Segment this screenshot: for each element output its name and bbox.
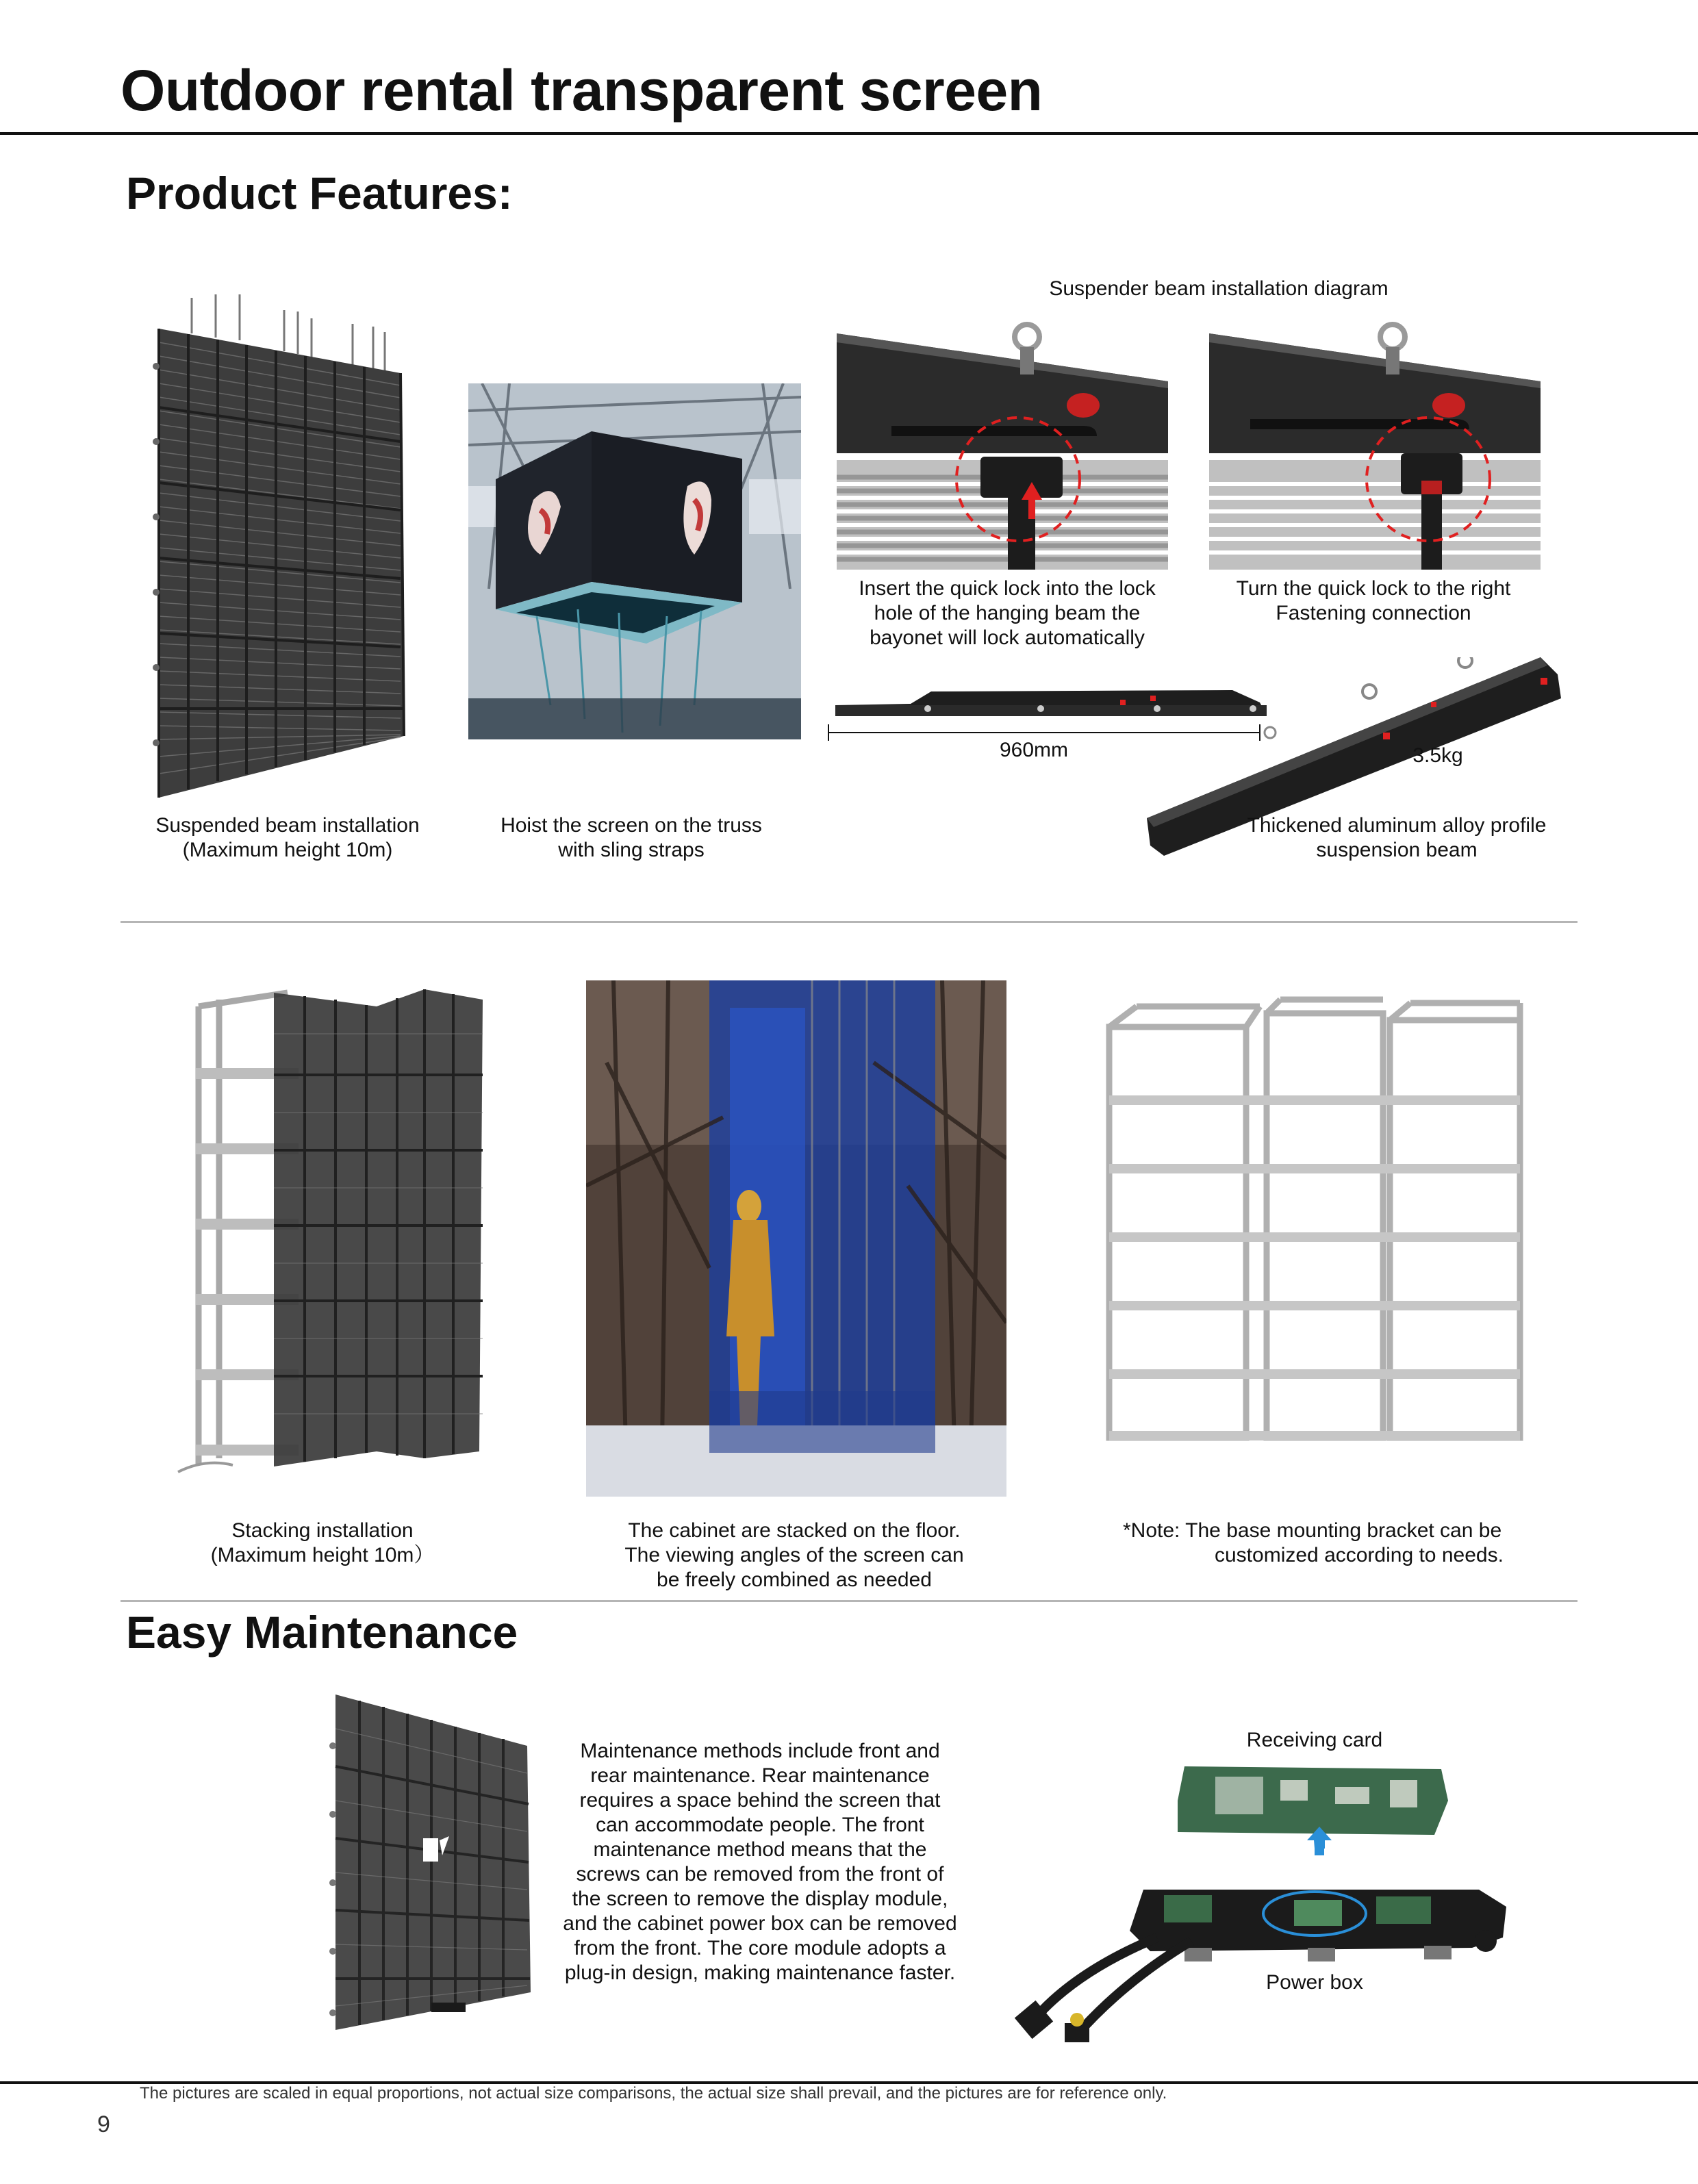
diagram-title-text: Suspender beam installation diagram <box>1049 277 1389 300</box>
caption-line: customized according to needs. <box>1215 1544 1504 1566</box>
caption-line: Hoist the screen on the truss <box>500 814 762 837</box>
caption-suspended <box>130 813 445 863</box>
section-divider <box>121 1600 1577 1602</box>
caption-stacking <box>162 1519 483 1568</box>
suspended-screen-image <box>137 291 418 801</box>
power-box-label <box>1205 1970 1424 1995</box>
caption-line: The cabinet are stacked on the floor. <box>628 1519 961 1542</box>
caption-line: Stacking installation <box>231 1519 414 1542</box>
description-line: requires a space behind the screen that <box>579 1789 941 1812</box>
caption-beam <box>1212 813 1582 863</box>
maintenance-description <box>548 1739 972 1985</box>
description-line: can accommodate people. The front <box>596 1814 924 1836</box>
caption-line: suspension beam <box>1316 839 1478 861</box>
caption-line: Turn the quick lock to the right <box>1236 577 1511 600</box>
dimension-weight-text: 3.5kg <box>1412 744 1463 767</box>
page-number: 9 <box>97 2111 110 2137</box>
caption-insert <box>819 576 1195 650</box>
dimension-length <box>945 738 1123 763</box>
caption-hoist <box>472 813 790 863</box>
caption-line: with sling straps <box>558 839 705 861</box>
caption-line: The viewing angles of the screen can <box>624 1544 964 1566</box>
description-line: maintenance method means that the <box>593 1838 927 1861</box>
stacking-installation-image <box>171 979 500 1479</box>
description-line: screws can be removed from the front of <box>576 1863 944 1885</box>
easy-maintenance-heading: Easy Maintenance <box>126 1607 518 1658</box>
diagram-title <box>1027 277 1410 301</box>
truss-screen-photo <box>468 383 801 739</box>
caption-line: (Maximum height 10m） <box>210 1544 435 1566</box>
caption-note <box>1123 1519 1561 1568</box>
footer-disclaimer: The pictures are scaled in equal proportions, not actual size comparisons, the actual size shall prevail, and the pictures are for reference only. <box>140 2084 1167 2103</box>
caption-floor <box>575 1519 1013 1592</box>
section-divider <box>121 921 1577 923</box>
description-line: and the cabinet power box can be removed <box>563 1912 957 1935</box>
dimension-length-text: 960mm <box>999 739 1069 761</box>
description-line: from the front. The core module adopts a <box>574 1937 946 1959</box>
description-line: plug-in design, making maintenance faster. <box>564 1961 956 1984</box>
front-maintenance-image <box>205 1691 548 2037</box>
base-bracket-image <box>1095 993 1534 1458</box>
page-title: Outdoor rental transparent screen <box>121 58 1043 123</box>
description-line: Maintenance methods include front and <box>580 1740 940 1762</box>
description-line: rear maintenance. Rear maintenance <box>590 1764 930 1787</box>
caption-line: (Maximum height 10m) <box>182 839 393 861</box>
power-box-image <box>979 1760 1513 2047</box>
floor-stacked-photo <box>586 980 1006 1497</box>
caption-line: Thickened aluminum alloy profile <box>1247 814 1547 837</box>
quick-lock-insert-image <box>837 316 1168 570</box>
caption-line: *Note: The base mounting bracket can be <box>1123 1519 1502 1542</box>
quick-lock-turn-image <box>1209 316 1541 570</box>
description-line: the screen to remove the display module, <box>572 1888 948 1910</box>
caption-line: hole of the hanging beam the <box>874 602 1141 624</box>
power-box-text: Power box <box>1266 1971 1363 1994</box>
caption-turn <box>1182 576 1565 626</box>
caption-line: be freely combined as needed <box>657 1569 932 1591</box>
caption-line: Suspended beam installation <box>155 814 420 837</box>
receiving-card-text: Receiving card <box>1246 1729 1383 1751</box>
caption-line: bayonet will lock automatically <box>870 626 1145 649</box>
receiving-card-label <box>1191 1728 1438 1753</box>
title-divider <box>0 132 1698 135</box>
caption-line: Insert the quick lock into the lock <box>859 577 1156 600</box>
product-features-heading: Product Features: <box>126 168 513 218</box>
caption-line: Fastening connection <box>1276 602 1471 624</box>
dimension-weight <box>1383 744 1493 768</box>
